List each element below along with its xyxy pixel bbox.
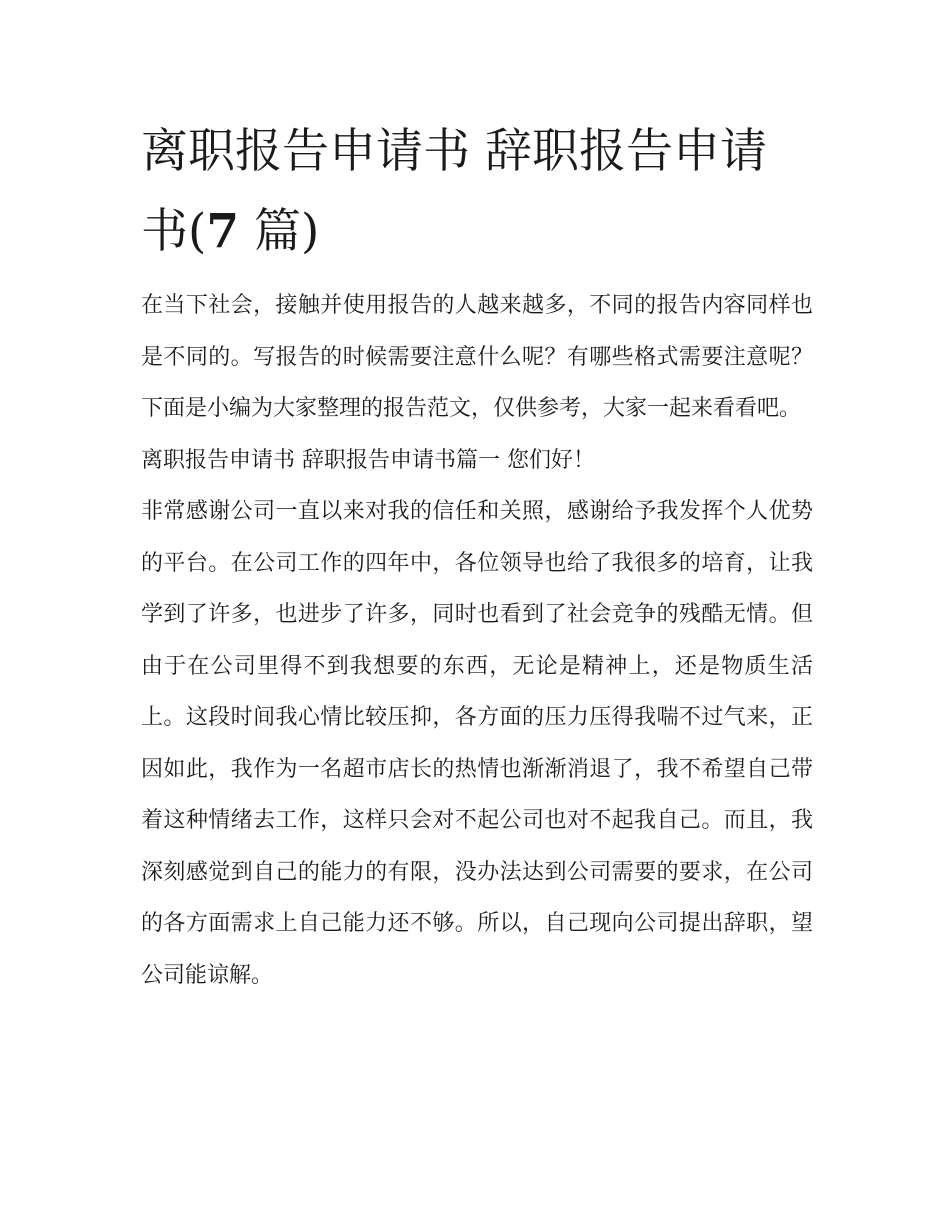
- document-title: [141, 112, 813, 272]
- document-page: [141, 112, 813, 1001]
- section-heading-paragraph: 离职报告申请书 辞职报告申请书篇一 您们好！: [141, 447, 595, 473]
- title-text-end: 篇): [239, 204, 320, 259]
- title-count: 7: [206, 204, 240, 259]
- body-paragraph: 非常感谢公司一直以来对我的信任和关照，感谢给予我发挥个人优势的平台。在公司工作的四年中，各位领导也给了我很多的培育，让我学到了许多，也进步了许多，同时也看到了社会竞争的残酷无情。但由于在公司里得不到我想要的东西，无论是精神上，还是物质生活上。这段时间我心情比较压抑，各方面的压力压得我喘不过气来，正因如此，我作为一名超市店长的热情也渐渐消退了，我不希望自己带着这种情绪去工作，这样只会对不起公司也对不起我自己。而且，我深刻感觉到自己的能力的有限，没办法达到公司需要的要求，在公司的各方面需求上自己能力还不够。所以，自己现向公司提出辞职，望公司能谅解。: [141, 499, 813, 988]
- document-body: [141, 280, 813, 1001]
- title-text-start: 离职报告申请书 辞职报告申请书(: [141, 124, 767, 259]
- intro-paragraph: 在当下社会，接触并使用报告的人越来越多，不同的报告内容同样也是不同的。写报告的时候需要注意什么呢？有哪些格式需要注意呢？下面是小编为大家整理的报告范文，仅供参考，大家一起来看看吧。: [141, 293, 813, 421]
